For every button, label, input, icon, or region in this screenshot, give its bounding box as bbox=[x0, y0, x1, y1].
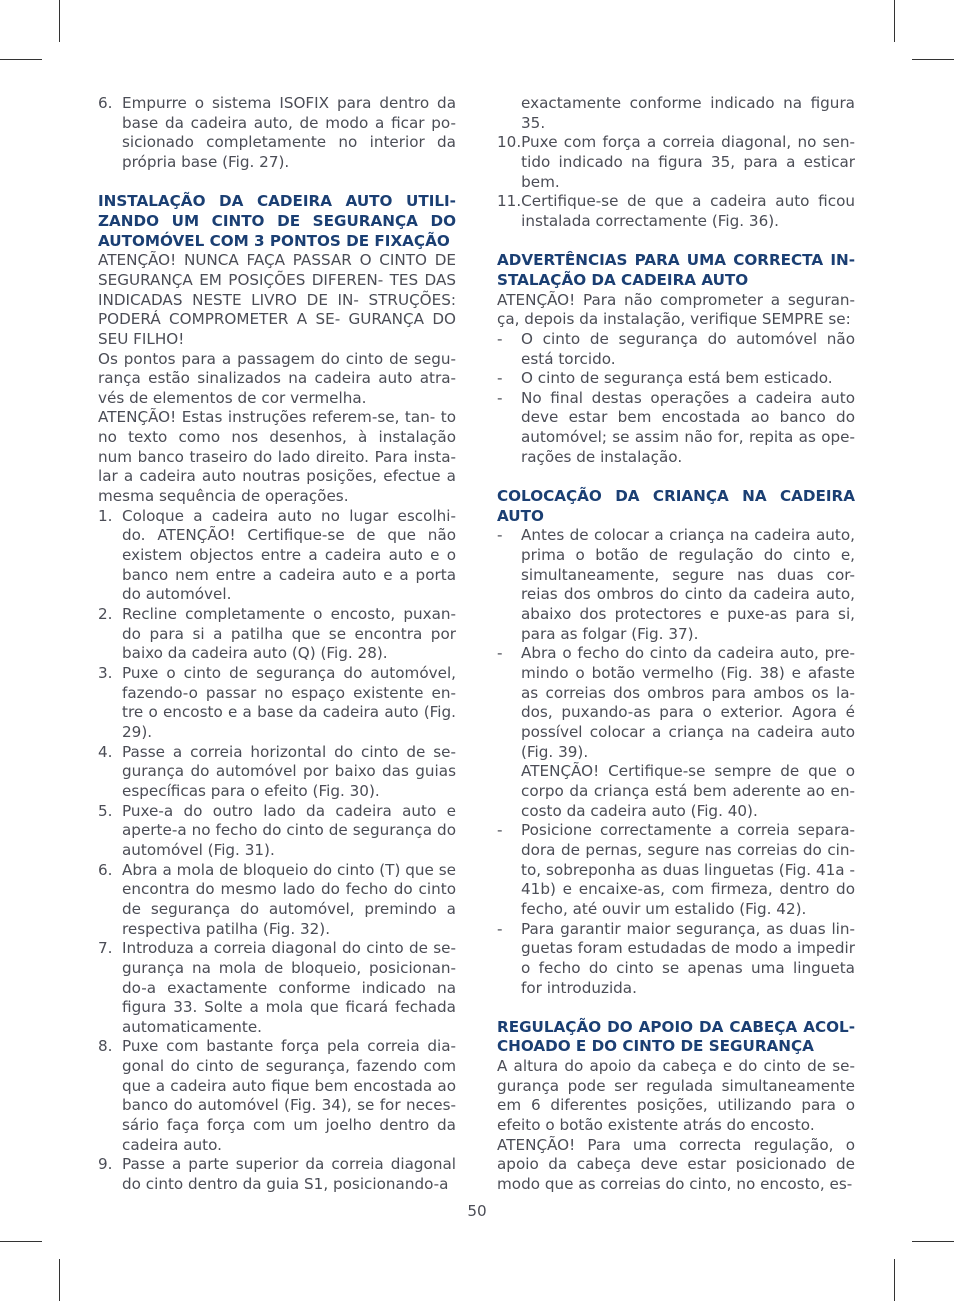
list-item bbox=[98, 1037, 456, 1155]
list-item bbox=[98, 94, 456, 173]
list-marker: - bbox=[497, 526, 503, 545]
list-text: Coloque a cadeira auto no lugar escolhi- do. ATENÇÃO! Certifique-se de que não existem objectos entre a cadeira auto e o banco nem entre a cadeira auto e a porta do automóvel. bbox=[122, 506, 456, 604]
list-item bbox=[98, 743, 456, 802]
list-marker: 5. bbox=[98, 801, 113, 820]
list-marker: 10. bbox=[497, 133, 522, 152]
list-marker: 9. bbox=[98, 1155, 113, 1174]
list-text: Empurre o sistema ISOFIX para dentro da base da cadeira auto, de modo a ficar po- sicionado completamente no interior da própria base (Fig. 27). bbox=[122, 94, 456, 171]
list-marker: 3. bbox=[98, 664, 113, 683]
list-marker: - bbox=[497, 369, 503, 388]
list-marker: 7. bbox=[98, 939, 113, 958]
list-item bbox=[497, 133, 855, 192]
crop-mark bbox=[0, 1241, 42, 1242]
crop-mark bbox=[894, 1259, 895, 1301]
crop-mark bbox=[894, 0, 895, 42]
list-marker: - bbox=[497, 388, 503, 407]
list-marker: - bbox=[497, 821, 503, 840]
paragraph: Os pontos para a passagem do cinto de segu- rança estão sinalizados na cadeira auto atra- vés de elementos de cor vermelha. bbox=[98, 349, 456, 407]
right-column bbox=[497, 94, 855, 1195]
list-marker: - bbox=[497, 329, 503, 348]
section-heading: ADVERTÊNCIAS PARA UMA CORRECTA IN- STALAÇÃO DA CADEIRA AUTO bbox=[497, 251, 855, 289]
list-item bbox=[98, 664, 456, 743]
list-item bbox=[98, 507, 456, 605]
list-item bbox=[497, 369, 855, 389]
list-item bbox=[497, 192, 855, 231]
section-heading: REGULAÇÃO DO APOIO DA CABEÇA ACOL- CHOADO E DO CINTO DE SEGURANÇA bbox=[497, 1017, 855, 1056]
left-column bbox=[98, 94, 456, 1195]
list-text: Puxe o cinto de segurança do automóvel, fazendo-o passar no espaço existente en- tre o encosto e a base da cadeira auto (Fig. 29). bbox=[122, 664, 456, 741]
list-text: Puxe-a do outro lado da cadeira auto e aperte-a no fecho do cinto de segurança do automóvel (Fig. 31). bbox=[122, 801, 456, 859]
list-marker: 6. bbox=[98, 94, 113, 112]
list-marker: 2. bbox=[98, 605, 113, 624]
page-number: 50 bbox=[467, 1202, 487, 1220]
crop-mark bbox=[0, 59, 42, 60]
warning-note: ATENÇÃO! Certifique-se sempre de que o corpo da criança está bem aderente ao en- costo da cadeira auto (Fig. 40). bbox=[521, 762, 855, 820]
list-item bbox=[98, 861, 456, 940]
list-marker: 6. bbox=[98, 860, 113, 879]
list-text: Posicione correctamente a correia separa- dora de pernas, segure nas correias do cin- to, sobreponha as duas linguetas (Fig. 41a - 41b) e encaixe-as, com firmeza, dentro do fecho, até ouvir um estalido (Fig. 42). bbox=[521, 821, 855, 918]
paragraph: A altura do apoio da cabeça e do cinto de se- gurança pode ser regulada simultaneamente em 6 diferentes posições, utilizando para o efeito o botão existente atrás do encosto. bbox=[497, 1057, 855, 1135]
section-heading: INSTALAÇÃO DA CADEIRA AUTO UTILI- ZANDO UM CINTO DE SEGURANÇA DO AUTOMÓVEL COM 3 PONTOS DE FIXAÇÃO bbox=[98, 192, 456, 250]
list-text: O cinto de segurança está bem esticado. bbox=[521, 369, 833, 388]
list-marker: 4. bbox=[98, 742, 113, 761]
list-marker: 1. bbox=[98, 506, 113, 525]
crop-mark bbox=[912, 59, 954, 60]
paragraph: ATENÇÃO! Estas instruções referem-se, tan- to no texto como nos desenhos, à instalação num banco traseiro do lado direito. Para insta- lar a cadeira auto noutras posições, efectue a mesma sequência de operações. bbox=[98, 408, 456, 506]
paragraph: ATENÇÃO! Para uma correcta regulação, o apoio da cabeça deve estar posicionado de modo que as correias do cinto, no encosto, es- bbox=[497, 1135, 855, 1194]
list-text: Puxe com força a correia diagonal, no sen- tido indicado na figura 35, para a esticar bem. bbox=[521, 133, 855, 191]
list-item bbox=[497, 920, 855, 999]
list-text: Abra a mola de bloqueio do cinto (T) que se encontra do mesmo lado do fecho do cinto de segurança do automóvel, premindo a respectiva patilha (Fig. 32). bbox=[122, 860, 456, 938]
warning-text: ATENÇÃO! NUNCA FAÇA PASSAR O CINTO DE SEGURANÇA EM POSIÇÕES DIFEREN- TES DAS INDICADAS NESTE LIVRO DE IN- STRUÇÕES: PODERÁ COMPROMETER A SE- GURANÇA DO SEU FILHO! bbox=[98, 251, 456, 348]
list-item bbox=[497, 644, 855, 762]
crop-mark bbox=[59, 0, 60, 42]
list-marker: - bbox=[497, 919, 503, 938]
list-item bbox=[98, 1155, 456, 1194]
list-item bbox=[497, 526, 855, 644]
list-item bbox=[497, 389, 855, 468]
list-text: No final destas operações a cadeira auto deve estar bem encostada ao banco do automóvel; se assim não for, repita as ope- rações de instalação. bbox=[521, 388, 855, 466]
list-continuation: exactamente conforme indicado na figura 35. bbox=[521, 94, 855, 132]
list-marker: 11. bbox=[497, 192, 522, 211]
list-text: Para garantir maior segurança, as duas lin- guetas foram estudadas de modo a impedir o fecho do cinto se apenas uma lingueta for introduzida. bbox=[521, 919, 855, 997]
list-item bbox=[497, 330, 855, 369]
list-text: Recline completamente o encosto, puxan- do para si a patilha que se encontra por baixo da cadeira auto (Q) (Fig. 28). bbox=[122, 605, 456, 663]
crop-mark bbox=[912, 1241, 954, 1242]
section-heading: COLOCAÇÃO DA CRIANÇA NA CADEIRA AUTO bbox=[497, 487, 855, 525]
list-text: Passe a correia horizontal do cinto de se- gurança do automóvel por baixo das guias específicas para o efeito (Fig. 30). bbox=[122, 742, 456, 800]
list-marker: 8. bbox=[98, 1037, 113, 1056]
list-item bbox=[497, 821, 855, 919]
list-text: O cinto de segurança do automóvel não está torcido. bbox=[521, 329, 855, 368]
list-text: Abra o fecho do cinto da cadeira auto, pre- mindo o botão vermelho (Fig. 38) e afaste as correias dos ombros para ambos os la- dos, puxando-as para o exterior. Agora é possível colocar a criança na cadeira auto (Fig. 39). bbox=[521, 644, 855, 761]
list-text: Certifique-se de que a cadeira auto ficou instalada correctamente (Fig. 36). bbox=[521, 192, 855, 230]
list-text: Introduza a correia diagonal do cinto de se- gurança na mola de bloqueio, posicionan- do-a exactamente conforme indicado na figura 33. Solte a mola que ficará fechada automaticamente. bbox=[122, 939, 456, 1036]
list-text: Passe a parte superior da correia diagonal do cinto dentro da guia S1, posicionando-a bbox=[122, 1155, 456, 1194]
list-item bbox=[98, 605, 456, 664]
list-text: Antes de colocar a criança na cadeira auto, prima o botão de regulação do cinto e, simultaneamente, segure nas duas cor- reias dos ombros do cinto da cadeira auto, abaixo dos protectores e puxe-as para si, para as folgar (Fig. 37). bbox=[521, 526, 855, 643]
list-item bbox=[98, 939, 456, 1037]
list-marker: - bbox=[497, 644, 503, 663]
crop-mark bbox=[59, 1259, 60, 1301]
list-text: Puxe com bastante força pela correia dia- gonal do cinto de segurança, fazendo com que a cadeira auto fique bem encostada ao banco do automóvel (Fig. 34), se for neces- sário faça força com um joelho dentro da cadeira auto. bbox=[122, 1037, 456, 1154]
paragraph: ATENÇÃO! Para não comprometer a seguran- ça, depois da instalação, verifique SEMPRE se: bbox=[497, 290, 855, 329]
list-item bbox=[98, 802, 456, 861]
